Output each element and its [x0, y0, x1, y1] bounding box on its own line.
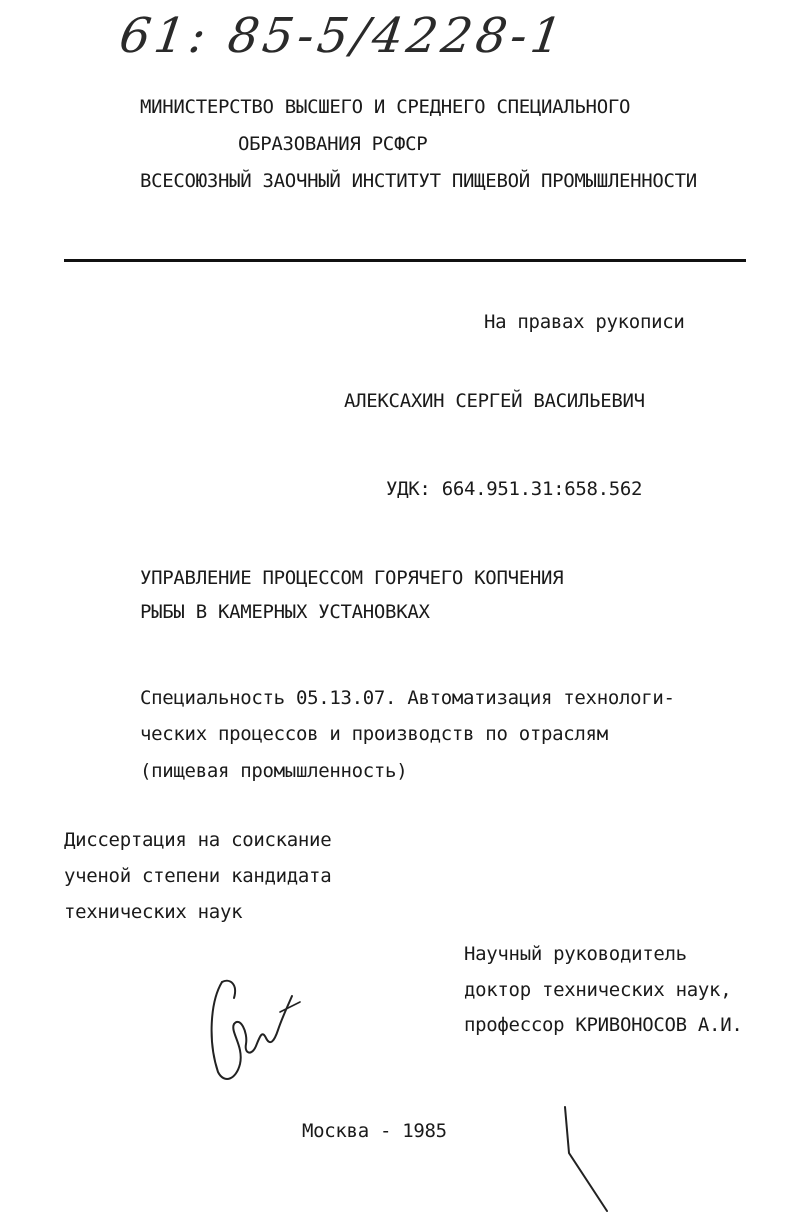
udc-code: УДК: 664.951.31:658.562 [386, 478, 643, 500]
dissertation-line-2: ученой степени кандидата [64, 865, 332, 887]
thesis-title-line-1: УПРАВЛЕНИЕ ПРОЦЕССОМ ГОРЯЧЕГО КОПЧЕНИЯ [140, 567, 564, 589]
dissertation-line-3: технических наук [64, 901, 243, 923]
specialty-line-1: Специальность 05.13.07. Автоматизация технологи- [140, 687, 675, 709]
specialty-line-3: (пищевая промышленность) [140, 760, 408, 782]
ministry-line: МИНИСТЕРСТВО ВЫСШЕГО И СРЕДНЕГО СПЕЦИАЛЬНОГО [140, 96, 631, 118]
institute-name: ВСЕСОЮЗНЫЙ ЗАОЧНЫЙ ИНСТИТУТ ПИЩЕВОЙ ПРОМЫШЛЕННОСТИ [140, 170, 697, 192]
supervisor-line-2: доктор технических наук, [464, 979, 732, 1001]
manuscript-note: На правах рукописи [484, 311, 685, 333]
pencil-mark-icon [555, 1105, 615, 1215]
header-divider [64, 259, 746, 262]
thesis-title-line-2: РЫБЫ В КАМЕРНЫХ УСТАНОВКАХ [140, 601, 430, 623]
dissertation-line-1: Диссертация на соискание [64, 829, 332, 851]
ministry-line-2: ОБРАЗОВАНИЯ РСФСР [238, 133, 428, 155]
place-and-year: Москва - 1985 [302, 1120, 447, 1142]
author-name: АЛЕКСАХИН СЕРГЕЙ ВАСИЛЬЕВИЧ [344, 390, 645, 412]
supervisor-line-3: профессор КРИВОНОСОВ А.И. [464, 1014, 743, 1036]
supervisor-line-1: Научный руководитель [464, 943, 687, 965]
handwritten-archive-number: 61: 85-5/4228-1 [116, 8, 570, 64]
specialty-line-2: ческих процессов и производств по отраслям [140, 723, 608, 745]
signature-icon [200, 972, 310, 1087]
